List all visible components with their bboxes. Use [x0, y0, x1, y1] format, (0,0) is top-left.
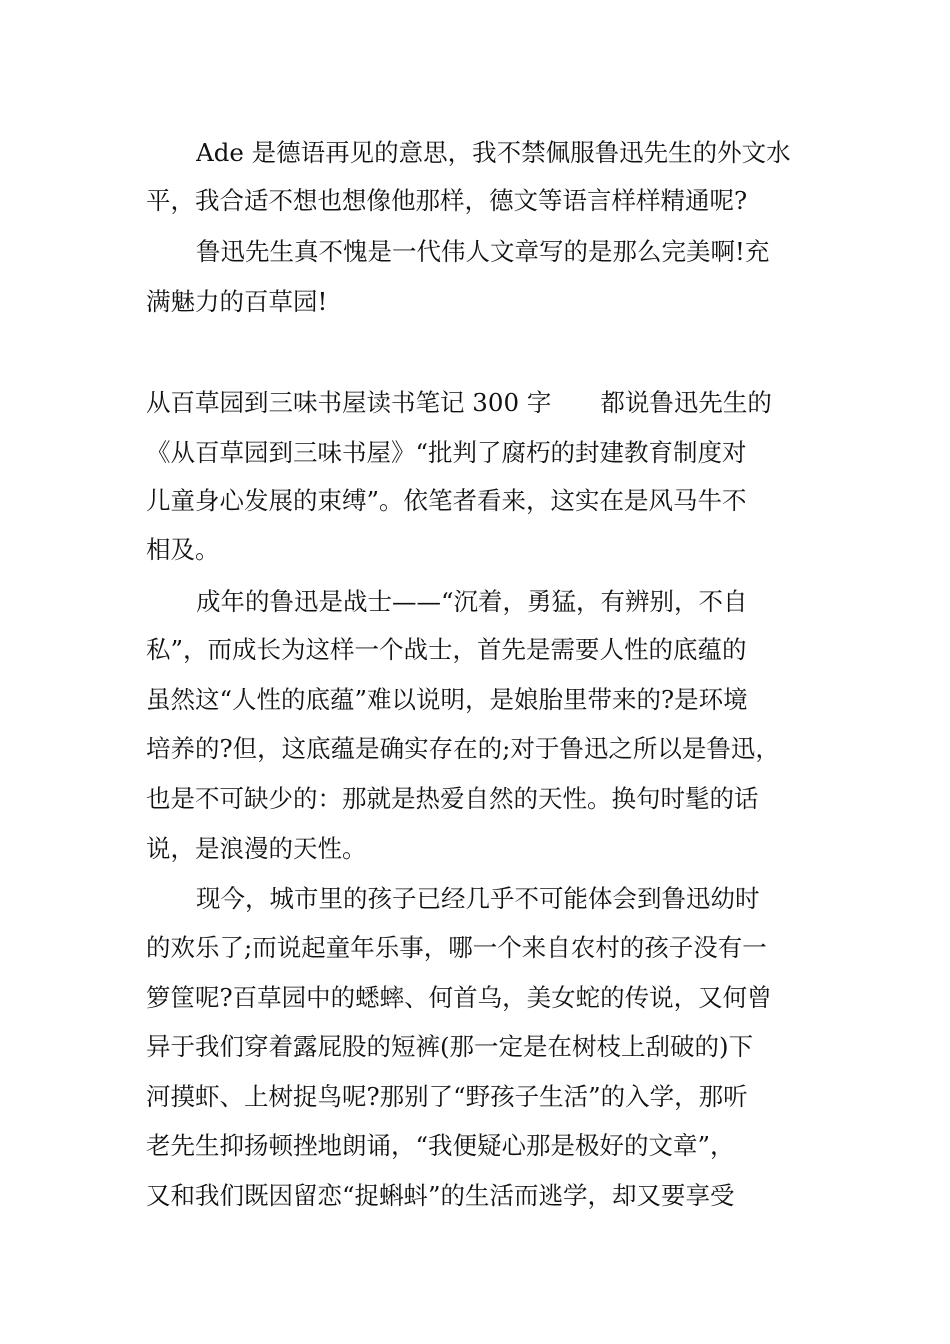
text-line: 满魅力的百草园!	[146, 287, 328, 316]
text-line: 的欢乐了;而说起童年乐事，哪一个来自农村的孩子没有一	[146, 933, 767, 962]
text-line: 虽然这“人性的底蕴”难以说明，是娘胎里带来的?是环境	[146, 685, 748, 714]
text-line: 河摸虾、上树捉鸟呢?那别了“野孩子生活”的入学，那听	[146, 1082, 748, 1111]
text-line: 平，我合适不想也想像他那样，德文等语言样样精通呢?	[146, 186, 748, 215]
text-line: 《从百草园到三味书屋》“批判了腐朽的封建教育制度对	[146, 438, 747, 467]
text-line: 现今，城市里的孩子已经几乎不可能体会到鲁迅幼时	[196, 884, 760, 913]
text-line: 从百草园到三味书屋读书笔记 300 字 都说鲁迅先生的	[146, 388, 772, 417]
text-line: 老先生抑扬顿挫地朗诵，“我便疑心那是极好的文章”，	[146, 1131, 735, 1160]
text-line: Ade 是德语再见的意思，我不禁佩服鲁迅先生的外文水	[196, 138, 791, 167]
text-line: 成年的鲁迅是战士——“沉着，勇猛，有辨别，不自	[196, 587, 748, 616]
text-line: 也是不可缺少的：那就是热爱自然的天性。换句时髦的话	[146, 784, 759, 813]
text-line: 培养的?但，这底蕴是确实存在的;对于鲁迅之所以是鲁迅，	[146, 734, 780, 763]
text-line: 私”，而成长为这样一个战士，首先是需要人性的底蕴的	[146, 635, 747, 664]
text-line: 鲁迅先生真不愧是一代伟人文章写的是那么完美啊!充	[196, 237, 770, 266]
text-line: 又和我们既因留恋“捉蝌蚪”的生活而逃学，却又要享受	[146, 1181, 735, 1210]
text-line: 说，是浪漫的天性。	[146, 834, 367, 863]
text-line: 儿童身心发展的束缚”。依笔者看来，这实在是风马牛不	[146, 486, 747, 515]
text-line: 箩筐呢?百草园中的蟋蟀、何首乌，美女蛇的传说，又何曾	[146, 983, 772, 1012]
text-line: 异于我们穿着露屁股的短裤(那一定是在树枝上刮破的)下	[146, 1032, 754, 1061]
text-line: 相及。	[146, 535, 220, 564]
